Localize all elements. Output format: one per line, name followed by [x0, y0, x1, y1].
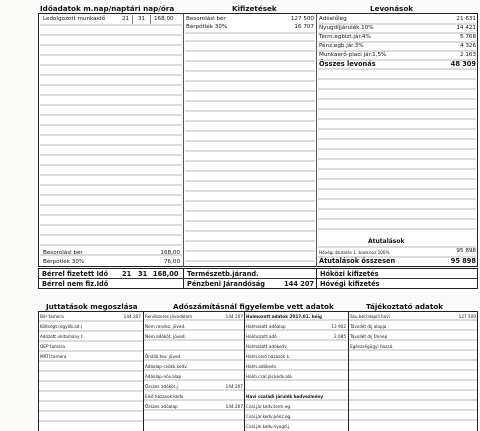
tax-row-label: Összes adóalap — [145, 404, 178, 409]
tax-row-label: Összes adóköt.j. — [145, 384, 180, 389]
info-row-label: Egészségügyi hozzá. — [350, 344, 394, 349]
benefit-row-value: 144 207 — [123, 314, 141, 319]
tax-cumulative-value: 13 902 — [331, 324, 346, 329]
cash-label: Pénzbeni Járandóság — [187, 280, 265, 288]
tax-data-header: Adószámításnál figyelembe vett adatok — [173, 302, 334, 311]
time-bottom-label: Bérpótlék 30% — [43, 259, 85, 265]
benefit-row-label: MÁTI tamera — [40, 354, 67, 359]
tax-cumulative-label: Halm.adókedv. — [246, 364, 278, 369]
info-row-value: 127 500 — [458, 314, 476, 319]
paid-cal-days: 31 — [138, 270, 148, 278]
tax-cumulative-label: Halmozott adókedv. — [246, 344, 288, 349]
worked-cal-days: 31 — [138, 16, 146, 22]
unpaid-time-label: Bérrel nem fiz.Idő — [42, 280, 109, 288]
paid-hours: 168,00 — [153, 270, 179, 278]
midmonth-label: Hóközi kifizetés — [320, 270, 379, 278]
tax-row-value: 144 207 — [225, 314, 243, 319]
deduction-row-value: 21 631 — [456, 16, 476, 22]
paid-time-label: Bérrel fizetett Idő — [42, 270, 109, 278]
deduction-row-label: Term.egbizt.jár.4% — [319, 34, 371, 40]
deduction-row-value: 14 421 — [456, 25, 476, 31]
tax-row-value: 144 207 — [225, 404, 243, 409]
family-allowance-header: Havi családi járulék kedvezmény — [246, 394, 324, 399]
transfers-total-value: 95 898 — [450, 257, 476, 265]
total-deduction-label: Összes levonás — [319, 60, 376, 68]
time-bottom-value: 76,00 — [163, 259, 180, 265]
monthend-label: Hóvégi kifizetés — [320, 280, 380, 288]
tax-row-value: 144 207 — [225, 384, 243, 389]
tax-row-label: Rendszeres jövedelem — [145, 314, 193, 319]
payment-row-value: 16 707 — [294, 24, 314, 30]
tax-row-label: Adóalap-csökk.kedv. — [145, 364, 188, 369]
payment-row-value: 127 500 — [290, 16, 314, 22]
payment-row-label: Besorolási bér — [186, 16, 226, 22]
benefit-row-label: Bér tamera — [40, 314, 64, 319]
tax-cumulative-label: Halmozott adó — [246, 334, 277, 339]
benefit-row-label: Adózott ukitamány t. — [40, 334, 84, 339]
payment-row-label: Bérpótlék 30% — [186, 24, 228, 30]
deduction-row-label: Nyugdíjjárulék.10% — [319, 25, 374, 31]
transfers-title: Átutalások — [368, 238, 405, 245]
transfers-total-label: Átutalások összesen — [319, 257, 396, 265]
deduction-row-label: Munkaerő-piaci jár.1,5% — [319, 52, 387, 58]
deduction-row-value: 4 326 — [459, 43, 476, 49]
benefit-row-label: OEP tamera — [40, 344, 65, 349]
benefits-header: Juttatások megoszlása — [46, 302, 138, 311]
tax-cumulative-value: 2 085 — [334, 334, 346, 339]
deduction-row-label: Adóelőleg — [319, 16, 347, 22]
worked-hours: 168,00 — [154, 16, 174, 22]
benefit-row-label: Költségt.(egyéb.ad.) — [40, 324, 83, 329]
total-deduction-value: 48 309 — [450, 60, 476, 68]
info-row-label: Távollét díj Ünnep — [350, 334, 388, 339]
deduction-row-value: 2 163 — [459, 52, 476, 58]
tax-row-label: Önálló tev. jöved. — [145, 354, 182, 359]
info-row-label: Szu.bér/alapill.havi — [350, 314, 390, 319]
tax-row-label: Nem adóköt. jöved. — [145, 334, 186, 339]
deduction-row-label: Pénz.egb.jár.3% — [319, 43, 364, 49]
tax-cumulative-header: Halmozott adatok 2017.01. hóig — [246, 314, 322, 319]
info-row-label: Távollét díj alapja — [350, 324, 387, 329]
tax-cumulative-label: Halm.csal.jár.kedv.alá. — [246, 374, 293, 379]
family-allowance-label: Csal.jár.kedv.pénz.eg. — [246, 414, 292, 419]
payments-header: Kifizetések — [232, 4, 277, 13]
tax-row-label: Első házasok kedv. — [145, 394, 185, 399]
tax-cumulative-label: Halmozott adóalap — [246, 324, 286, 329]
deduction-row-value: 5 768 — [459, 34, 476, 40]
tax-cumulative-label: Halm.első házasok k. — [246, 354, 291, 359]
info-header: Tájékoztató adatok — [366, 302, 444, 311]
time-bottom-value: 168,00 — [160, 250, 180, 256]
worked-time-label: Ledolgozott munkaidő — [43, 16, 106, 22]
tax-row-label: Adóalap-növ.alap — [145, 374, 182, 379]
family-allowance-label: Csal.jár.kedv.term.eg. — [246, 404, 292, 409]
worked-days: 21 — [122, 16, 130, 22]
cash-value: 144 207 — [284, 280, 314, 288]
tax-row-label: Nem rendsz. jöved. — [145, 324, 186, 329]
transfer-row-label: Hővégi átutalás 1. banknoz 100% — [319, 250, 390, 255]
in-kind-label: Természetb.járand. — [187, 270, 259, 278]
deductions-header: Levonások — [370, 4, 414, 13]
ruled-lines — [38, 13, 478, 267]
paid-days: 21 — [122, 270, 132, 278]
time-bottom-label: Besorolási bér — [43, 250, 83, 256]
time-data-header: Időadatok m.nap/naptári nap/óra — [40, 4, 175, 13]
family-allowance-label: Csal.jár.kedv.nyugd.j. — [246, 424, 291, 429]
transfer-row-value: 95 898 — [456, 248, 476, 254]
